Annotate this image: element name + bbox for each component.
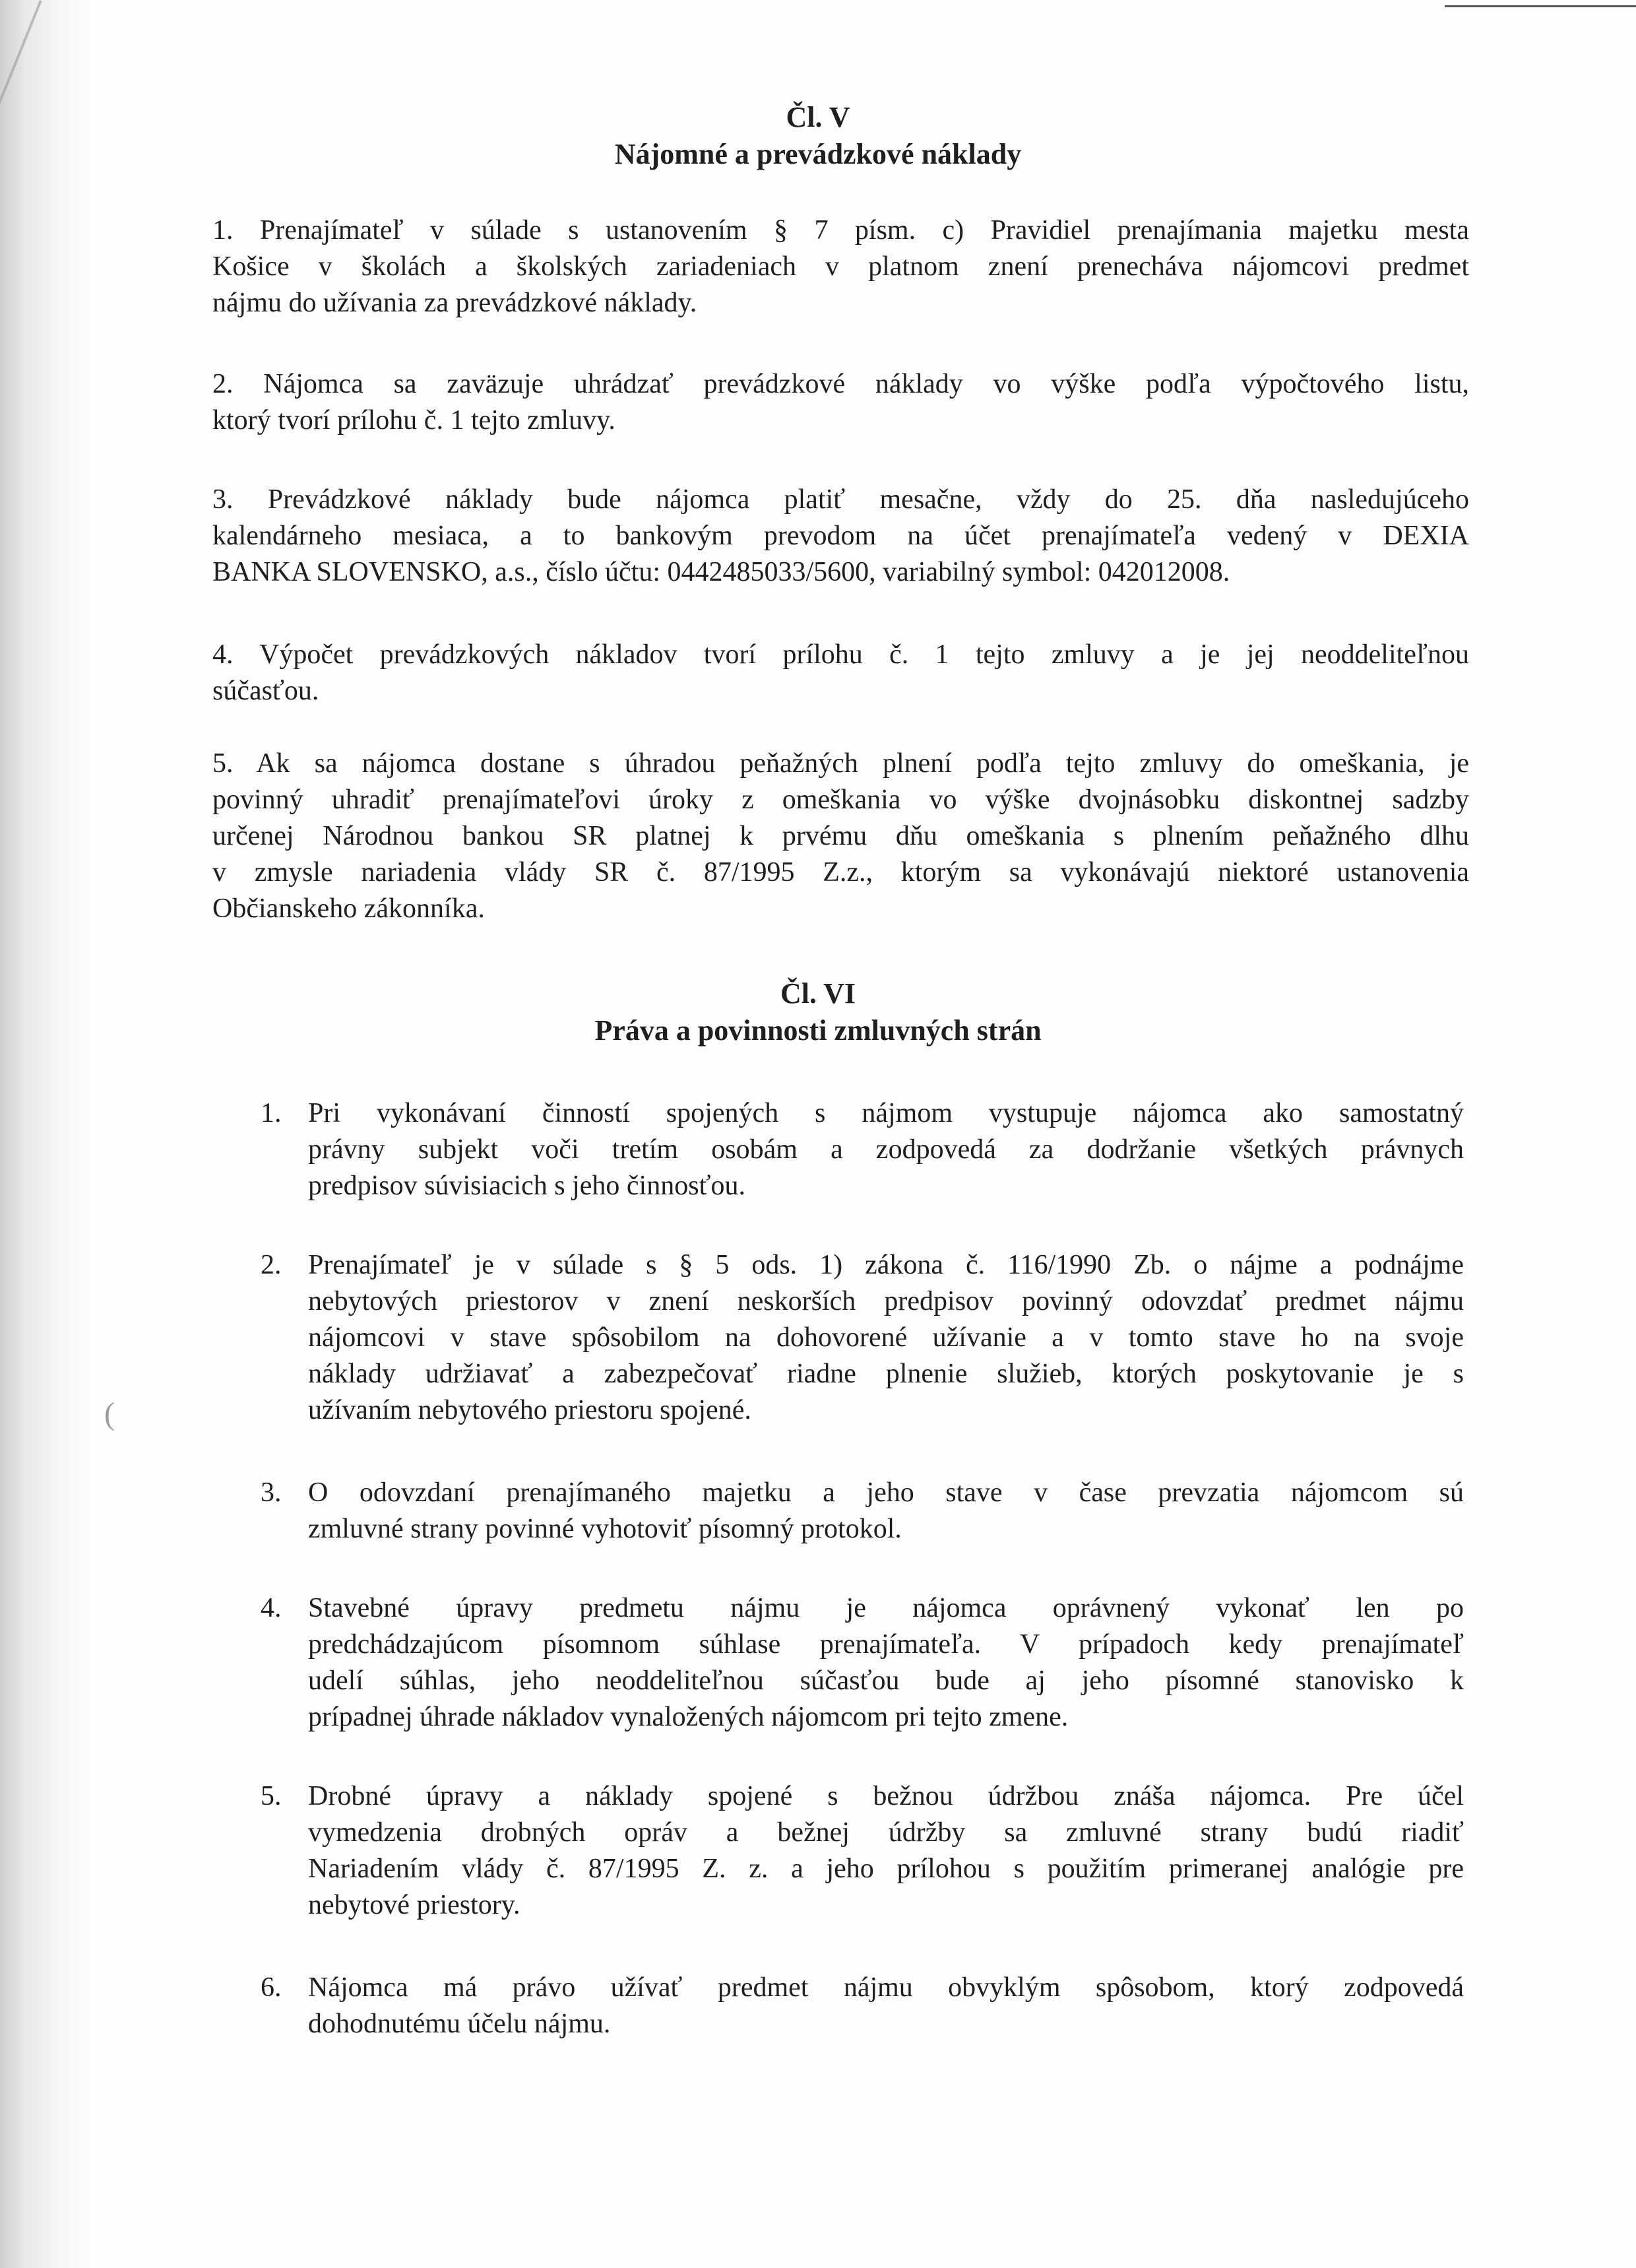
item-line: Stavebné úpravy predmetu nájmu je nájomca oprávnený vykonať len po [308, 1593, 1464, 1623]
item-number: 6. [261, 1972, 282, 2003]
item-number: 4. [261, 1593, 282, 1623]
scan-mark: ( [104, 1396, 115, 1431]
paragraph-line: 5. Ak sa nájomca dostane s úhradou peňažných plnení podľa tejto zmluvy do omeškania, je [212, 748, 1469, 779]
paragraph-line: kalendárneho mesiaca, a to bankovým prevodom na účet prenajímateľa vedený v DEXIA [212, 521, 1469, 551]
item-line: predpisov súvisiacich s jeho činnosťou. [308, 1171, 746, 1201]
item-line: zmluvné strany povinné vyhotoviť písomný protokol. [308, 1514, 902, 1544]
paragraph-line: povinný uhradiť prenajímateľovi úroky z omeškania vo výške dvojnásobku diskontnej sadzby [212, 785, 1469, 815]
paragraph-line: ktorý tvorí prílohu č. 1 tejto zmluvy. [212, 405, 615, 436]
item-line: Nájomca má právo užívať predmet nájmu obvyklým spôsobom, ktorý zodpovedá [308, 1972, 1464, 2003]
paragraph-line: nájmu do užívania za prevádzkové náklady. [212, 288, 697, 318]
item-line: nebytové priestory. [308, 1890, 520, 1920]
article-6-title: Práva a povinnosti zmluvných strán [594, 1014, 1042, 1047]
paragraph-line: BANKA SLOVENSKO, a.s., číslo účtu: 0442485033/5600, variabilný symbol: 042012008. [212, 557, 1230, 587]
paragraph-line: súčasťou. [212, 676, 319, 706]
article-6-number: Čl. VI [780, 977, 856, 1010]
paragraph-line: určenej Národnou bankou SR platnej k prvému dňu omeškania s plnením peňažného dlhu [212, 821, 1469, 851]
article-5-paragraph-2 [212, 366, 1469, 439]
article-5-title: Nájomné a prevádzkové náklady [614, 138, 1022, 170]
paragraph-line: 1. Prenajímateľ v súlade s ustanovením § 7 písm. c) Pravidiel prenajímania majetku mesta [212, 215, 1469, 245]
paragraph-line: 2. Nájomca sa zaväzuje uhrádzať prevádzkové náklady vo výške podľa výpočtového listu, [212, 369, 1469, 399]
item-body [308, 1778, 1464, 1924]
item-body [308, 1970, 1464, 2042]
item-number: 2. [261, 1250, 282, 1280]
item-line: Pri vykonávaní činností spojených s nájmom vystupuje nájomca ako samostatný [308, 1098, 1464, 1128]
paragraph-line: v zmysle nariadenia vlády SR č. 87/1995 Z.z., ktorým sa vykonávajú niektoré ustanovenia [212, 857, 1469, 888]
item-body [308, 1095, 1464, 1204]
article-5-paragraph-4 [212, 637, 1469, 709]
item-number: 3. [261, 1477, 282, 1508]
item-line: predchádzajúcom písomnom súhlase prenajímateľa. V prípadoch kedy prenajímateľ [308, 1629, 1464, 1660]
article-5-heading [0, 99, 1636, 173]
paragraph-line: 3. Prevádzkové náklady bude nájomca platiť mesačne, vždy do 25. dňa nasledujúceho [212, 484, 1469, 515]
scan-top-line [1445, 5, 1636, 7]
item-line: užívaním nebytového priestoru spojené. [308, 1395, 751, 1425]
item-number: 5. [261, 1781, 282, 1811]
item-body [308, 1590, 1464, 1735]
paragraph-line: Občianskeho zákonníka. [212, 893, 485, 924]
paragraph-line: 4. Výpočet prevádzkových nákladov tvorí prílohu č. 1 tejto zmluvy a je jej neoddeliteľnou [212, 639, 1469, 670]
scan-shadow-edge [0, 0, 92, 2268]
item-body [308, 1475, 1464, 1547]
item-line: Drobné úpravy a náklady spojené s bežnou údržbou znáša nájomca. Pre účel [308, 1781, 1464, 1811]
item-line: prípadnej úhrade nákladov vynaložených nájomcom pri tejto zmene. [308, 1702, 1069, 1732]
item-line: udelí súhlas, jeho neoddeliteľnou súčasťou bude aj jeho písomné stanovisko k [308, 1666, 1464, 1696]
item-line: vymedzenia drobných opráv a bežnej údržby sa zmluvné strany budú riadiť [308, 1817, 1464, 1848]
article-5-paragraph-3 [212, 482, 1469, 591]
item-line: právny subjekt voči tretím osobám a zodpovedá za dodržanie všetkých právnych [308, 1134, 1464, 1165]
paragraph-line: Košice v školách a školských zariadeniach v platnom znení prenecháva nájomcovi predmet [212, 251, 1469, 282]
item-line: O odovzdaní prenajímaného majetku a jeho stave v čase prevzatia nájomcom sú [308, 1477, 1464, 1508]
item-body [308, 1247, 1464, 1429]
item-line: nájomcovi v stave spôsobilom na dohovorené užívanie a v tomto stave ho na svoje [308, 1322, 1464, 1353]
article-5-paragraph-1 [212, 212, 1469, 321]
item-line: nebytových priestorov v znení neskorších predpisov povinný odovzdať predmet nájmu [308, 1286, 1464, 1316]
item-line: náklady udržiavať a zabezpečovať riadne plnenie služieb, ktorých poskytovanie je s [308, 1359, 1464, 1389]
item-line: Nariadením vlády č. 87/1995 Z. z. a jeho prílohou s použitím primeranej analógie pre [308, 1854, 1464, 1884]
article-6-heading [0, 975, 1636, 1049]
item-line: dohodnutému účelu nájmu. [308, 2009, 611, 2039]
item-number: 1. [261, 1098, 282, 1128]
item-line: Prenajímateľ je v súlade s § 5 ods. 1) zákona č. 116/1990 Zb. o nájme a podnájme [308, 1250, 1464, 1280]
article-5-number: Čl. V [786, 101, 850, 133]
article-5-paragraph-5 [212, 746, 1469, 927]
